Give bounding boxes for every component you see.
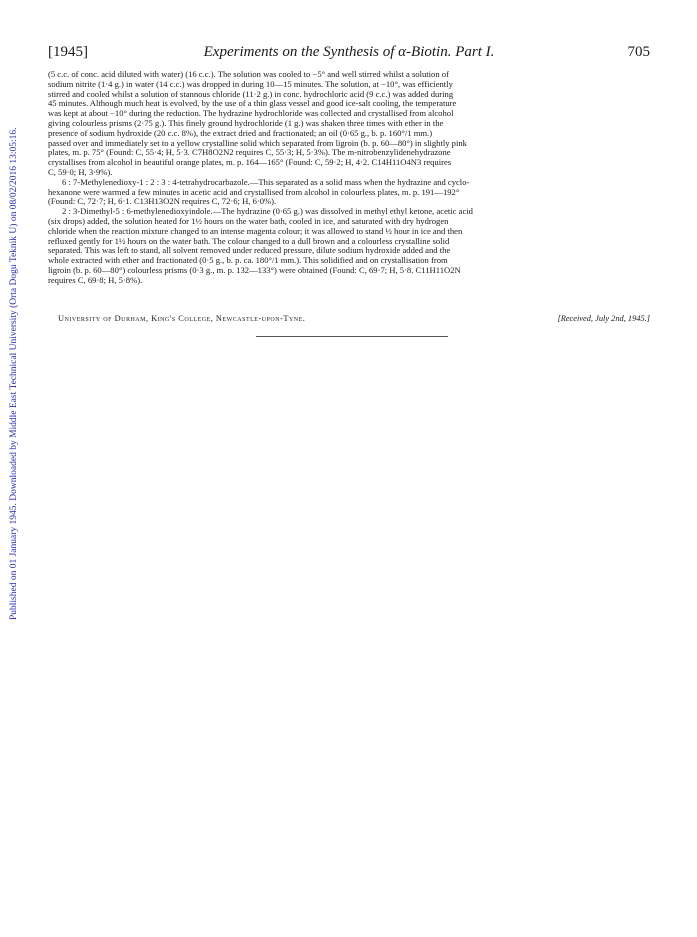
page-header — [48, 44, 650, 66]
article-body — [48, 70, 650, 286]
affiliation: University of Durham, King's College, Newcastle-upon-Tyne. — [58, 314, 306, 323]
received-date: [Received, July 2nd, 1945.] — [557, 314, 650, 323]
end-rule — [256, 336, 448, 337]
header-year: [1945] — [48, 44, 88, 60]
download-watermark: Published on 01 January 1945. Downloaded by Middle East Technical University (Orta Dogu Teknik U) on 08/02/2016 13:05:16. — [9, 127, 19, 620]
paragraph-hydrazine-prep: (5 c.c. of conc. acid diluted with water) (16 c.c.). The solution was cooled to −5° and well stirred whilst a solution of sodium nitrite (1·4 g.) in water (14 c.c.) was dropped in during 10—15 minutes. The solution, at −10°, was efficiently stirred and cooled whilst a solution of stannous chloride (11·2 g.) in conc. hydrochloric acid (9 c.c.) was added during 45 minutes. Although much heat is evolved, by the use of a thin glass vessel and good ice-salt cooling, the temperature was kept at about −10° during the reduction. The hydrazine hydrochloride was collected and crystallised from alcohol giving colourless prisms (2·75 g.). This finely ground hydrochloride (1 g.) was shaken three times with ether in the presence of sodium hydroxide (20 c.c. 8%), the extract dried and fractionated; an oil (0·65 g., b. p. 160°/1 mm.) passed over and immediately set to a yellow crystalline solid which separated from ligroin (b. p. 60—80°) in slightly pink plates, m. p. 75° (Found: C, 55·4; H, 5·3. C7H8O2N2 requires C, 55·3; H, 5·3%). The m-nitrobenzylidenehydrazone crystallises from alcohol in beautiful orange plates, m. p. 164—165° (Found: C, 59·2; H, 4·2. C14H11O4N3 requires C, 59·0; H, 3·9%). — [48, 69, 467, 177]
paragraph-tetrahydrocarbazole: 6 : 7-Methylenedioxy-1 : 2 : 3 : 4-tetrahydrocarbazole.—This separated as a solid mass when the hydrazine and cyclo- hexanone were warmed a few minutes in acetic acid and crystallised from alcohol in colourless plates, m. p. 191—192° (Found: C, 72·7; H, 6·1. C13H13O2N requires C, 72·6; H, 6·0%). — [48, 176, 470, 207]
page-number: 705 — [627, 44, 650, 60]
paragraph-dimethylindole: 2 : 3-Dimethyl-5 : 6-methylenedioxyindole.—The hydrazine (0·65 g.) was dissolved in methyl ethyl ketone, acetic acid (six drops) added, the solution heated for 1½ hours on the water bath, cooled in ice, and saturated with dry hydrogen chloride when the reaction mixture changed to an intense magenta colour; it was allowed to stand ½ hour in ice and then refluxed gently for 1½ hours on the water bath. The colour changed to a dull brown and a colourless crystalline solid separated. This was left to stand, all solvent removed under reduced pressure, dilute sodium hydroxide added and the whole extracted with ether and fractionated (0·5 g., b. p. ca. 180°/1 mm.). This solidified and on crystallisation from ligroin (b. p. 60—80°) colourless prisms (0·3 g., m. p. 132—133°) were obtained (Found: C, 69·7; H, 5·8. C11H11O2N requires C, 69·8; H, 5·8%). — [48, 206, 473, 285]
running-title: Experiments on the Synthesis of α-Biotin. Part I. — [203, 44, 495, 60]
